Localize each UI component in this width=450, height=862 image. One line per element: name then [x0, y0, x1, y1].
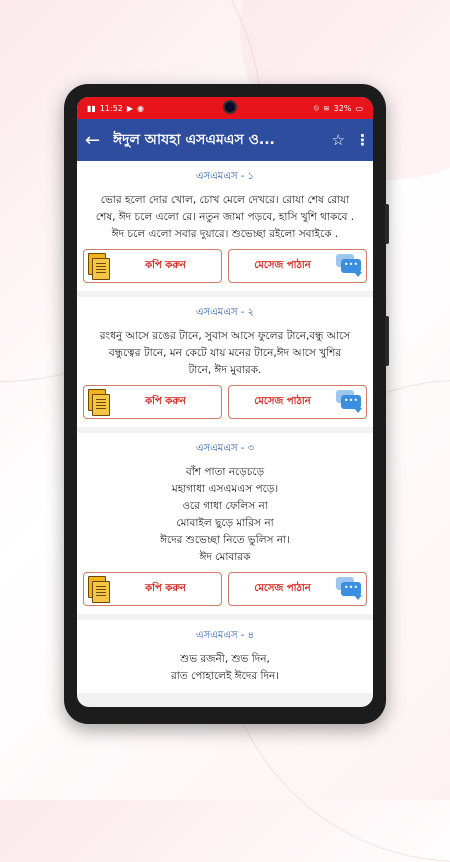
copy-button-label: কপি করুন: [145, 582, 186, 594]
front-camera: [223, 100, 237, 114]
power-button: [385, 316, 389, 366]
status-bar: [77, 97, 373, 119]
sms-line: ঈদ মোবারক: [199, 551, 251, 563]
send-message-button[interactable]: [228, 385, 367, 419]
app-bar: [77, 119, 373, 161]
youtube-icon: ▶: [126, 103, 134, 113]
sms-line: শেষ, ঈদ চলে এলো রে। নতুন জামা পড়বে, হাসি খুশি থাকবে .: [95, 211, 355, 223]
sms-line: টানে, ঈদ মুবারক.: [188, 364, 262, 376]
sms-title: এসএমএস - ৩: [195, 443, 255, 454]
send-button-label: মেসেজ পাঠান: [254, 395, 311, 407]
sms-card: [77, 161, 373, 291]
sms-line: রংধনু আসে রঙের টানে, সুবাস আসে ফুলের টানে,বন্ধু আসে: [99, 330, 351, 342]
copy-icon: [88, 253, 110, 279]
sms-actions: [83, 385, 367, 419]
volume-button: [385, 204, 389, 244]
send-message-button[interactable]: [228, 249, 367, 283]
status-time: 11:52: [99, 103, 123, 113]
page-title: ঈদুল আযহা এসএমএস ও...: [113, 132, 275, 148]
message-icon: •••: [336, 254, 362, 278]
battery-icon: ▭: [355, 103, 363, 113]
send-message-button[interactable]: [228, 572, 367, 606]
phone-screen: [77, 97, 373, 707]
sms-list[interactable]: [77, 161, 373, 707]
send-button-label: মেসেজ পাঠান: [254, 259, 311, 271]
sms-line: বন্ধুত্বের টানে, মন কেটে যায় মনের টানে,ঈদ আসে খুশির: [108, 347, 342, 359]
star-outline-icon[interactable]: ☆: [331, 131, 345, 149]
sms-card: [77, 433, 373, 614]
sms-actions: [83, 249, 367, 283]
copy-button-label: কপি করুন: [145, 259, 186, 271]
copy-icon: [88, 389, 110, 415]
sms-actions: [83, 572, 367, 606]
sms-card: [77, 297, 373, 427]
sms-line: ঈদের শুভেচ্ছা নিতে ভুলিস না।: [160, 534, 290, 546]
sms-text: [83, 651, 367, 685]
sms-line: ভোর হলো দোর খোল, চোখ মেলে দেখরে। রোযা শেষ রোযা: [100, 194, 350, 206]
sms-text: [83, 464, 367, 566]
message-icon: •••: [336, 390, 362, 414]
sms-title: এসএমএস - ৪: [195, 630, 255, 641]
copy-button[interactable]: [83, 385, 222, 419]
copy-button[interactable]: [83, 249, 222, 283]
sms-line: বাঁশ পাতা নড়েচড়ে: [185, 466, 265, 478]
copy-button[interactable]: [83, 572, 222, 606]
sms-card: [77, 620, 373, 693]
arrow-back-icon[interactable]: ←: [85, 129, 101, 151]
sms-line: রাত পোহালেই ঈদের দিন।: [170, 670, 280, 682]
battery-percent: 32%: [333, 103, 352, 113]
notification-icon: ◉: [137, 103, 145, 113]
sms-title: এসএমএস - ২: [195, 307, 255, 318]
sms-line: মহাগাধা এসএমএস পড়ে।: [171, 483, 279, 495]
sms-line: মোবাইল ছুড়ে মারিস না: [176, 517, 274, 529]
mute-icon: ⦸: [313, 103, 319, 112]
sms-text: [83, 328, 367, 379]
sms-line: ঈদ চলে এলো সবার দুয়ারে। শুভেচ্ছা রইলো সবাইকে .: [111, 228, 339, 240]
send-button-label: মেসেজ পাঠান: [254, 582, 311, 594]
copy-button-label: কপি করুন: [145, 395, 186, 407]
phone-frame: [64, 84, 386, 724]
sms-line: শুভ রজনী, শুভ দিন,: [180, 653, 270, 665]
more-vert-icon[interactable]: ⋮: [355, 131, 370, 149]
sms-text: [83, 192, 367, 243]
copy-icon: [88, 576, 110, 602]
wifi-icon: ≋: [322, 103, 330, 113]
sms-title: এসএমএস - ১: [195, 171, 255, 182]
sms-line: ওরে গাধা ফেলিস না: [182, 500, 268, 512]
signal-icon: ▮▮: [87, 103, 96, 113]
message-icon: •••: [336, 577, 362, 601]
